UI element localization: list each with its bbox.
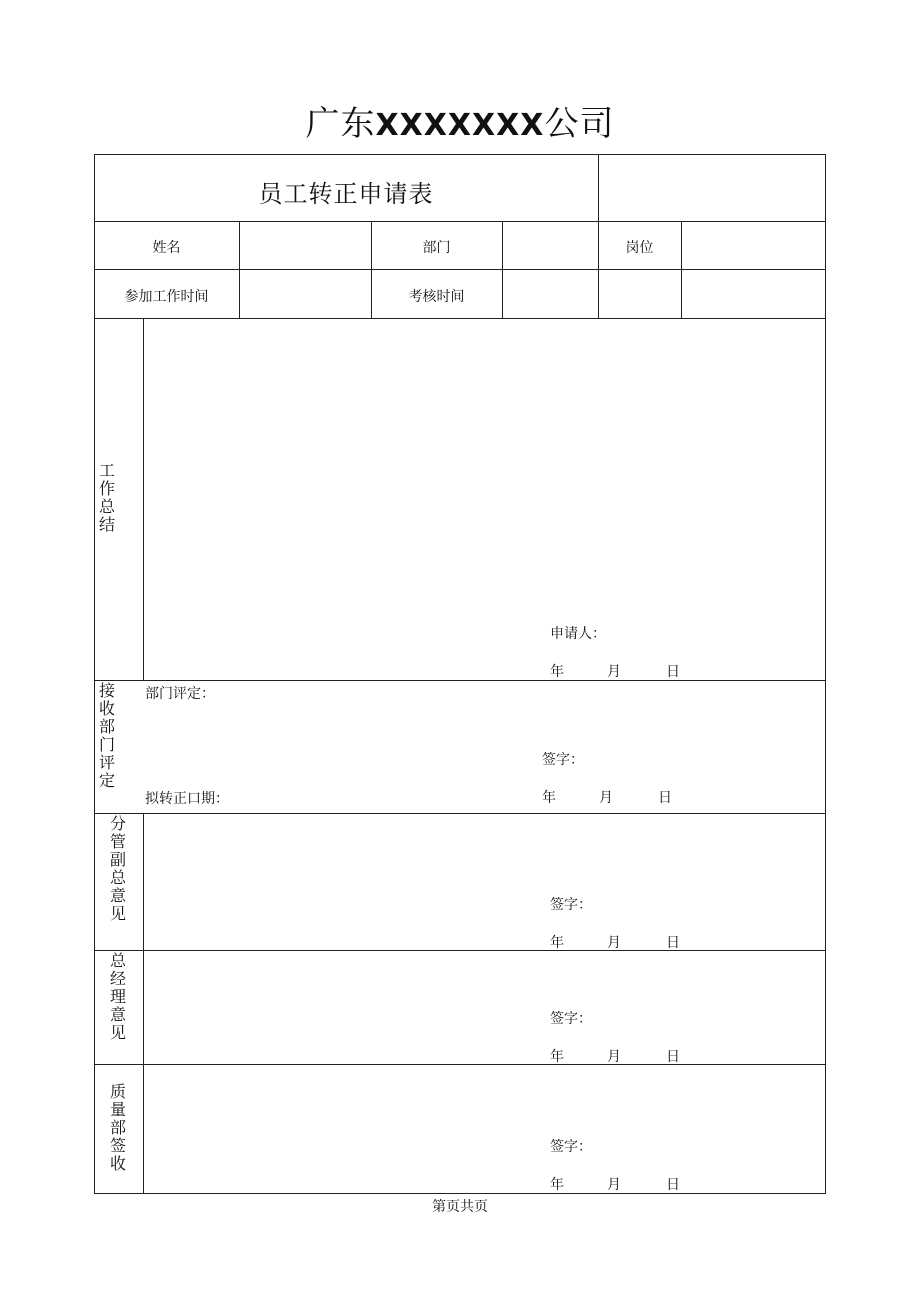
day-label: 日 [666,1049,680,1065]
review-date-label: 考核时间 [408,289,465,305]
day-label: 日 [658,790,672,806]
day-label: 日 [666,935,680,951]
planned-date-label: 拟转正口期： [145,791,229,807]
table-border-bottom [94,1193,826,1194]
year-label: 年 [550,935,564,951]
dept-review-label: 接收部门评定 [98,681,115,790]
month-label: 月 [607,1049,621,1065]
gm-sign-label: 签字： [550,1011,592,1027]
quality-receipt-field[interactable] [144,1065,825,1130]
page-number: 第页共页 [432,1199,488,1215]
row-divider [94,680,826,681]
month-label: 月 [607,935,621,951]
company-suffix: 公司 [544,104,615,144]
work-summary-label: 工作总结 [98,461,115,534]
year-label: 年 [542,790,556,806]
extra-field-2[interactable] [682,270,825,318]
day-label: 日 [666,664,680,680]
quality-sign-label: 签字： [550,1139,592,1155]
post-label: 岗位 [625,240,654,256]
join-date-label: 参加工作时间 [124,289,209,305]
extra-field-1[interactable] [599,270,681,318]
name-field[interactable] [240,222,371,269]
applicant-label: 申请人： [550,626,606,642]
company-title [0,96,920,145]
quality-receipt-label: 质量部签收 [109,1082,126,1173]
photo-field[interactable] [599,155,825,221]
form-title: 员工转正申请表 [258,180,434,208]
month-label: 月 [607,1177,621,1193]
vp-opinion-field[interactable] [144,814,825,889]
dept-sign-label: 签字： [542,752,584,768]
table-border-right [825,154,826,1194]
year-label: 年 [550,664,564,680]
company-mask: XXXXXXX [375,108,545,143]
work-summary-field[interactable] [144,319,825,619]
table-border-left [94,154,95,1194]
month-label: 月 [607,664,621,680]
review-date-field[interactable] [503,270,598,318]
join-date-field[interactable] [240,270,371,318]
dept-eval-label: 部门评定： [145,686,215,702]
year-label: 年 [550,1049,564,1065]
day-label: 日 [666,1177,680,1193]
post-field[interactable] [682,222,825,269]
vp-opinion-label: 分管副总意见 [109,814,126,923]
vp-sign-label: 签字： [550,897,592,913]
year-label: 年 [550,1177,564,1193]
gm-opinion-field[interactable] [144,951,825,1006]
month-label: 月 [599,790,613,806]
company-prefix: 广东 [305,104,376,144]
name-label: 姓名 [152,240,181,256]
dept-field[interactable] [503,222,598,269]
gm-opinion-label: 总经理意见 [109,951,126,1042]
dept-label: 部门 [422,240,451,256]
